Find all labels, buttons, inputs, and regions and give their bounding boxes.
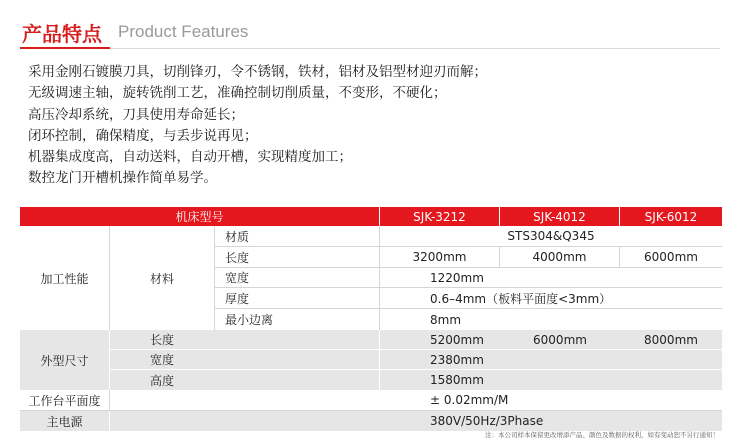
footnote: 注：本公司样本保留更改增添产品、颜色及数据的权利，如有变动恕不另行通知！ (485, 431, 719, 439)
feature-item: 高压冷却系统，刀具使用寿命延长； (28, 106, 244, 123)
dim-value-length-3212: 5200mm (380, 330, 500, 350)
dim-label-height: 高度 (110, 370, 380, 390)
flatness-value: ± 0.02mm/M (430, 393, 509, 407)
header-divider (20, 48, 720, 49)
feature-item: 闭环控制，确保精度，与丢步说再见； (28, 127, 258, 144)
dim-value-length-4012: 6000mm (500, 330, 620, 350)
dimensions-block (20, 330, 722, 390)
section-title-en: Product Features (118, 22, 249, 41)
spec-table (20, 207, 722, 431)
processing-block (20, 226, 722, 330)
row-label-length: 长度 (215, 247, 380, 268)
flatness-row (20, 390, 722, 411)
row-label-thickness: 厚度 (215, 288, 380, 309)
row-value-length-6012: 6000mm (620, 247, 722, 268)
row-value-width: 1220mm (380, 268, 722, 288)
dim-value-height: 1580mm (430, 373, 484, 387)
dim-value-width: 2380mm (380, 350, 722, 370)
spec-table-header (20, 207, 722, 226)
header-accent-bar (20, 47, 110, 49)
power-value: 380V/50Hz/3Phase (430, 414, 544, 428)
feature-list (28, 62, 718, 190)
model-header-label: 机床型号 (20, 207, 380, 226)
row-value-length-3212: 3200mm (380, 247, 500, 268)
flatness-label: 工作台平面度 (20, 390, 110, 410)
model-header-3212: SJK-3212 (380, 207, 500, 226)
dim-label-width: 宽度 (110, 350, 380, 370)
dimensions-group-label: 外型尺寸 (20, 330, 110, 390)
row-label-material: 材质 (215, 226, 380, 247)
row-value-thickness: 0.6–4mm（板料平面度<3mm） (380, 288, 722, 309)
row-value-material: STS304&Q345 (380, 226, 722, 247)
power-row (20, 411, 722, 431)
feature-item: 机器集成度高，自动送料，自动开槽，实现精度加工； (28, 149, 352, 166)
row-label-min-edge: 最小边离 (215, 309, 380, 330)
feature-item: 数控龙门开槽机操作简单易学。 (28, 170, 217, 187)
model-header-4012: SJK-4012 (500, 207, 620, 226)
feature-item: 无级调速主轴，旋转铣削工艺，准确控制切削质量，不变形，不硬化； (28, 85, 447, 102)
dim-label-length: 长度 (110, 330, 380, 350)
processing-group-label: 加工性能 (20, 226, 110, 330)
feature-item: 采用金刚石镀膜刀具，切削锋刃，令不锈钢，铁材，铝材及铝型材迎刃而解； (28, 64, 487, 80)
row-value-length-4012: 4000mm (500, 247, 620, 268)
row-value-min-edge: 8mm (430, 312, 462, 327)
dim-value-length-6012: 8000mm (620, 330, 722, 350)
material-sub-label: 材料 (110, 226, 215, 330)
power-label: 主电源 (20, 411, 110, 431)
model-header-6012: SJK-6012 (644, 209, 698, 224)
section-title-cn: 产品特点 (22, 22, 102, 46)
row-label-width: 宽度 (215, 268, 380, 288)
